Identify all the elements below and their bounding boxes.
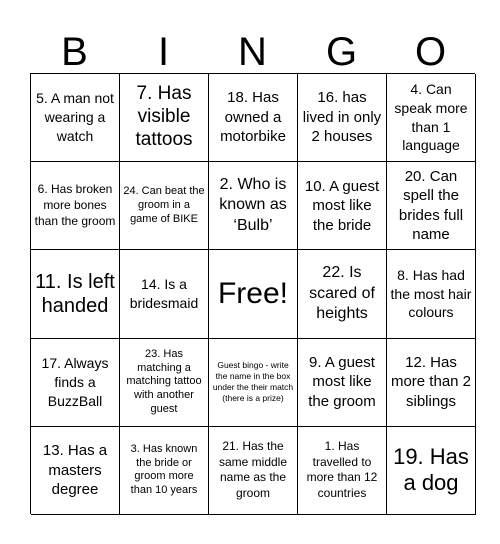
free-space[interactable]: Free! xyxy=(209,250,298,338)
bingo-cell[interactable]: Guest bingo - write the name in the box under the their match (there is a prize) xyxy=(209,339,298,427)
header-letter-o: O xyxy=(414,30,447,74)
bingo-cell[interactable]: 16. has lived in only 2 houses xyxy=(298,74,387,162)
bingo-cell[interactable]: 4. Can speak more than 1 language xyxy=(387,74,476,162)
bingo-cell[interactable]: 19. Has a dog xyxy=(387,427,476,515)
bingo-cell[interactable]: 3. Has known the bride or groom more than 10 years xyxy=(120,427,209,515)
bingo-cell[interactable]: 10. A guest most like the bride xyxy=(298,162,387,250)
bingo-header xyxy=(30,30,475,74)
bingo-grid xyxy=(30,73,475,514)
bingo-cell[interactable]: 9. A guest most like the groom xyxy=(298,339,387,427)
bingo-cell[interactable]: 6. Has broken more bones than the groom xyxy=(31,162,120,250)
bingo-cell[interactable]: 2. Who is known as ‘Bulb’ xyxy=(209,162,298,250)
bingo-cell[interactable]: 11. Is left handed xyxy=(31,250,120,338)
header-letter-g: G xyxy=(325,30,358,74)
bingo-cell[interactable]: 5. A man not wearing a watch xyxy=(31,74,120,162)
bingo-cell[interactable]: 12. Has more than 2 siblings xyxy=(387,339,476,427)
bingo-cell[interactable]: 24. Can beat the groom in a game of BIKE xyxy=(120,162,209,250)
bingo-cell[interactable]: 21. Has the same middle name as the groom xyxy=(209,427,298,515)
bingo-cell[interactable]: 14. Is a bridesmaid xyxy=(120,250,209,338)
header-letter-n: N xyxy=(238,30,267,74)
bingo-cell[interactable]: 17. Always finds a BuzzBall xyxy=(31,339,120,427)
bingo-cell[interactable]: 20. Can spell the brides full name xyxy=(387,162,476,250)
bingo-cell[interactable]: 22. Is scared of heights xyxy=(298,250,387,338)
header-letter-b: B xyxy=(61,30,88,74)
bingo-cell[interactable]: 7. Has visible tattoos xyxy=(120,74,209,162)
bingo-cell[interactable]: 13. Has a masters degree xyxy=(31,427,120,515)
bingo-cell[interactable]: 8. Has had the most hair colours xyxy=(387,250,476,338)
bingo-cell[interactable]: 18. Has owned a motorbike xyxy=(209,74,298,162)
bingo-cell[interactable]: 23. Has matching a matching tattoo with another guest xyxy=(120,339,209,427)
bingo-cell[interactable]: 1. Has travelled to more than 12 countries xyxy=(298,427,387,515)
header-letter-i: I xyxy=(157,30,170,74)
